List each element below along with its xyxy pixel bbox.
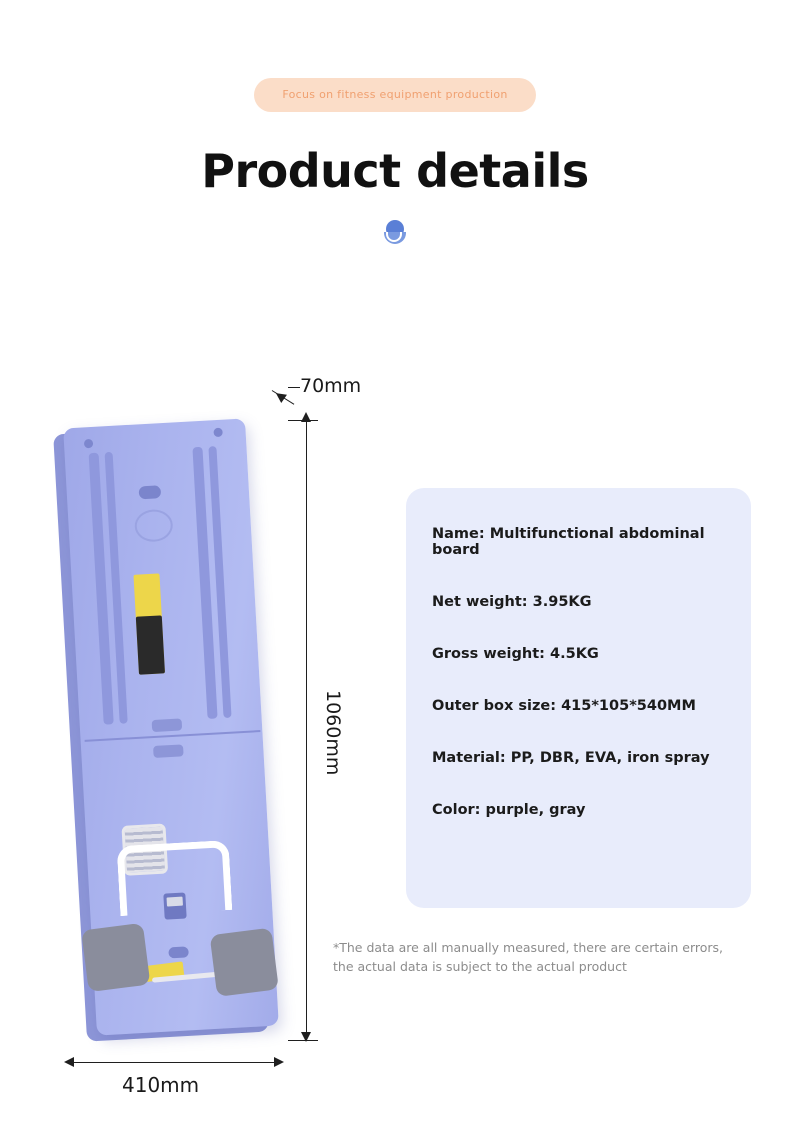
- width-dimension-line: [72, 1062, 282, 1063]
- dimension-height-label: 1060mm: [322, 690, 344, 776]
- page-title: Product details: [201, 144, 589, 198]
- instruction-sticker-black: [136, 615, 165, 674]
- board-adjust-knob: [139, 485, 162, 499]
- board-fold-seam: [85, 730, 261, 742]
- abdominal-board-illustration: [62, 415, 292, 1040]
- width-arrow-right-icon: [274, 1057, 284, 1067]
- board-ring-detail: [134, 509, 174, 543]
- dimension-width-label: 410mm: [122, 1073, 200, 1097]
- depth-leader-line: [288, 387, 300, 388]
- board-body: [63, 418, 279, 1035]
- board-hole-right: [213, 428, 222, 437]
- spec-color: Color: purple, gray: [432, 802, 586, 818]
- height-tick-top: [288, 420, 318, 421]
- dimension-depth-label: 70mm: [300, 375, 362, 397]
- height-tick-bottom: [288, 1040, 318, 1041]
- height-dimension-line: [306, 420, 307, 1036]
- lower-adjust-knob: [168, 946, 189, 958]
- specification-card: [406, 488, 751, 908]
- counter-screen: [167, 897, 183, 907]
- disclaimer-line-1: *The data are all manually measured, there are certain errors,: [333, 940, 724, 955]
- measurement-disclaimer: [333, 938, 783, 976]
- spec-name: Name: Multifunctional abdominal board: [432, 526, 705, 558]
- spec-outer-box-size: Outer box size: 415*105*540MM: [432, 698, 696, 714]
- board-slot-upper: [152, 718, 183, 732]
- spec-material: Material: PP, DBR, EVA, iron spray: [432, 750, 710, 766]
- spec-gross-weight: Gross weight: 4.5KG: [432, 646, 599, 662]
- counter-display: [163, 892, 186, 919]
- spec-net-weight: Net weight: 3.95KG: [432, 594, 592, 610]
- width-arrow-left-icon: [64, 1057, 74, 1067]
- board-slot-lower: [153, 744, 184, 758]
- foot-pedal-right: [210, 928, 279, 997]
- foot-pedal-left: [81, 923, 150, 992]
- decorative-divider-icon: [384, 220, 406, 250]
- board-hole-left: [84, 439, 93, 448]
- page-header: [0, 0, 790, 250]
- disclaimer-line-2: the actual data is subject to the actual product: [333, 959, 627, 974]
- tagline-badge: Focus on fitness equipment production: [254, 78, 535, 112]
